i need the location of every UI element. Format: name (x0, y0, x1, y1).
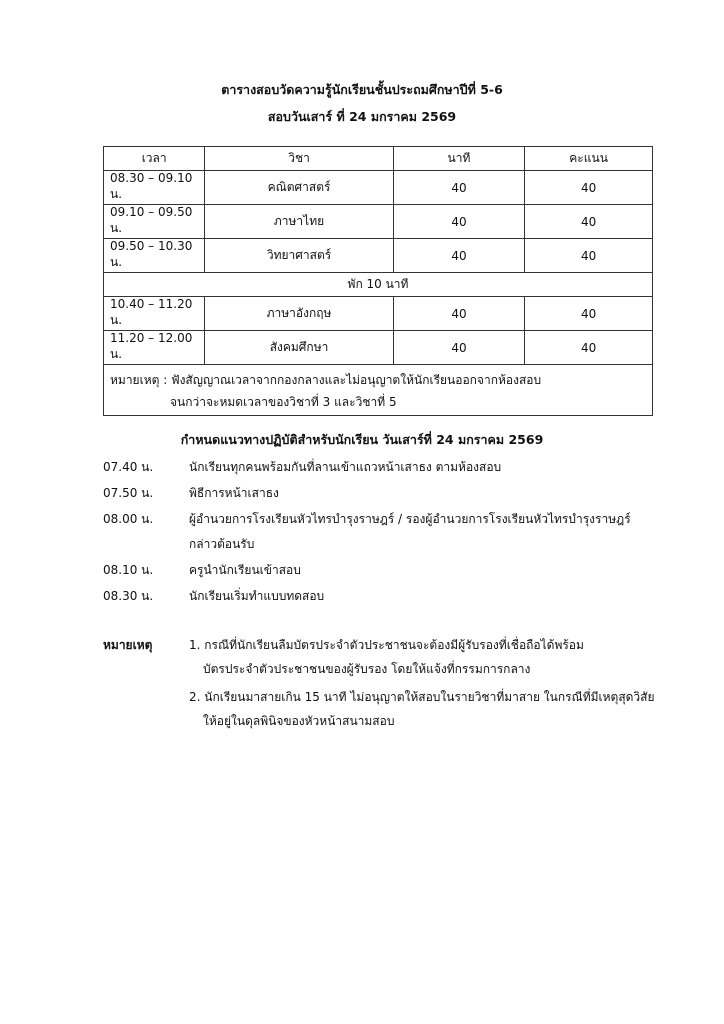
table-row (104, 297, 653, 331)
note-item (189, 685, 699, 733)
column-header-minutes: นาที (393, 147, 524, 171)
cell-minutes: 40 (393, 239, 524, 273)
note-item (189, 633, 699, 681)
cell-time: 09.10 – 09.50 น. (104, 205, 205, 239)
guideline-time: 08.10 น. (103, 563, 154, 577)
exam-schedule-table (103, 146, 653, 416)
cell-subject: วิทยาศาสตร์ (205, 239, 393, 273)
cell-subject: ภาษาอังกฤษ (205, 297, 393, 331)
cell-time: 09.50 – 10.30 น. (104, 239, 205, 273)
column-header-subject: วิชา (205, 147, 393, 171)
cell-subject: ภาษาไทย (205, 205, 393, 239)
column-header-score: คะแนน (525, 147, 653, 171)
cell-score: 40 (525, 171, 653, 205)
cell-time: 11.20 – 12.00 น. (104, 331, 205, 365)
note-line: 2. นักเรียนมาสายเกิน 15 นาที ไม่อนุญาตให้สอบในรายวิชาที่มาสาย ในกรณีที่มีเหตุสุดวิสัย (189, 690, 655, 704)
guideline-text: นักเรียนทุกคนพร้อมกันที่ลานเข้าแถวหน้าเสาธง ตามห้องสอบ (189, 460, 502, 474)
guideline-time: 07.40 น. (103, 460, 154, 474)
cell-minutes: 40 (393, 205, 524, 239)
table-note-line2: จนกว่าจะหมดเวลาของวิชาที่ 3 และวิชาที่ 5 (170, 395, 397, 409)
cell-subject: คณิตศาสตร์ (205, 171, 393, 205)
break-label: พัก 10 นาที (104, 273, 653, 297)
table-row (104, 205, 653, 239)
cell-score: 40 (525, 239, 653, 273)
cell-minutes: 40 (393, 171, 524, 205)
table-note-line1: หมายเหตุ : ฟังสัญญาณเวลาจากกองกลางและไม่อนุญาตให้นักเรียนออกจากห้องสอบ (110, 373, 542, 387)
guideline-time: 07.50 น. (103, 486, 154, 500)
note-line: บัตรประจำตัวประชาชนของผู้รับรอง โดยให้แจ้งที่กรรมการกลาง (203, 662, 531, 676)
note-line: ให้อยู่ในดุลพินิจของหัวหน้าสนามสอบ (203, 714, 395, 728)
guidelines-title: กำหนดแนวทางปฏิบัติสำหรับนักเรียน วันเสาร์ที่ 24 มกราคม 2569 (180, 432, 544, 447)
table-note-row (104, 365, 653, 416)
page-title: ตารางสอบวัดความรู้นักเรียนชั้นประถมศึกษาปีที่ 5-6 (221, 82, 503, 97)
cell-score: 40 (525, 331, 653, 365)
guideline-text: กล่าวต้อนรับ (189, 537, 255, 551)
break-row (104, 273, 653, 297)
guideline-text: นักเรียนเริ่มทำแบบทดสอบ (189, 589, 325, 603)
column-header-time: เวลา (104, 147, 205, 171)
guideline-time: 08.30 น. (103, 589, 154, 603)
cell-time: 08.30 – 09.10 น. (104, 171, 205, 205)
cell-score: 40 (525, 205, 653, 239)
guideline-text: ผู้อำนวยการโรงเรียนหัวไทรบำรุงราษฎร์ / รองผู้อำนวยการโรงเรียนหัวไทรบำรุงราษฎร์ (189, 512, 631, 526)
guideline-text: ครูนำนักเรียนเข้าสอบ (189, 563, 301, 577)
table-note (104, 365, 653, 416)
page-subtitle: สอบวันเสาร์ ที่ 24 มกราคม 2569 (267, 109, 457, 124)
table-row (104, 331, 653, 365)
cell-minutes: 40 (393, 297, 524, 331)
cell-time: 10.40 – 11.20 น. (104, 297, 205, 331)
note-line: 1. กรณีที่นักเรียนลืมบัตรประจำตัวประชาชนจะต้องมีผู้รับรองที่เชื่อถือได้พร้อม (189, 638, 584, 652)
table-row (104, 239, 653, 273)
guideline-time: 08.00 น. (103, 512, 154, 526)
cell-subject: สังคมศึกษา (205, 331, 393, 365)
table-row (104, 171, 653, 205)
notes-label: หมายเหตุ (103, 638, 153, 652)
cell-minutes: 40 (393, 331, 524, 365)
cell-score: 40 (525, 297, 653, 331)
table-header-row (104, 147, 653, 171)
guideline-text: พิธีการหน้าเสาธง (189, 486, 279, 500)
